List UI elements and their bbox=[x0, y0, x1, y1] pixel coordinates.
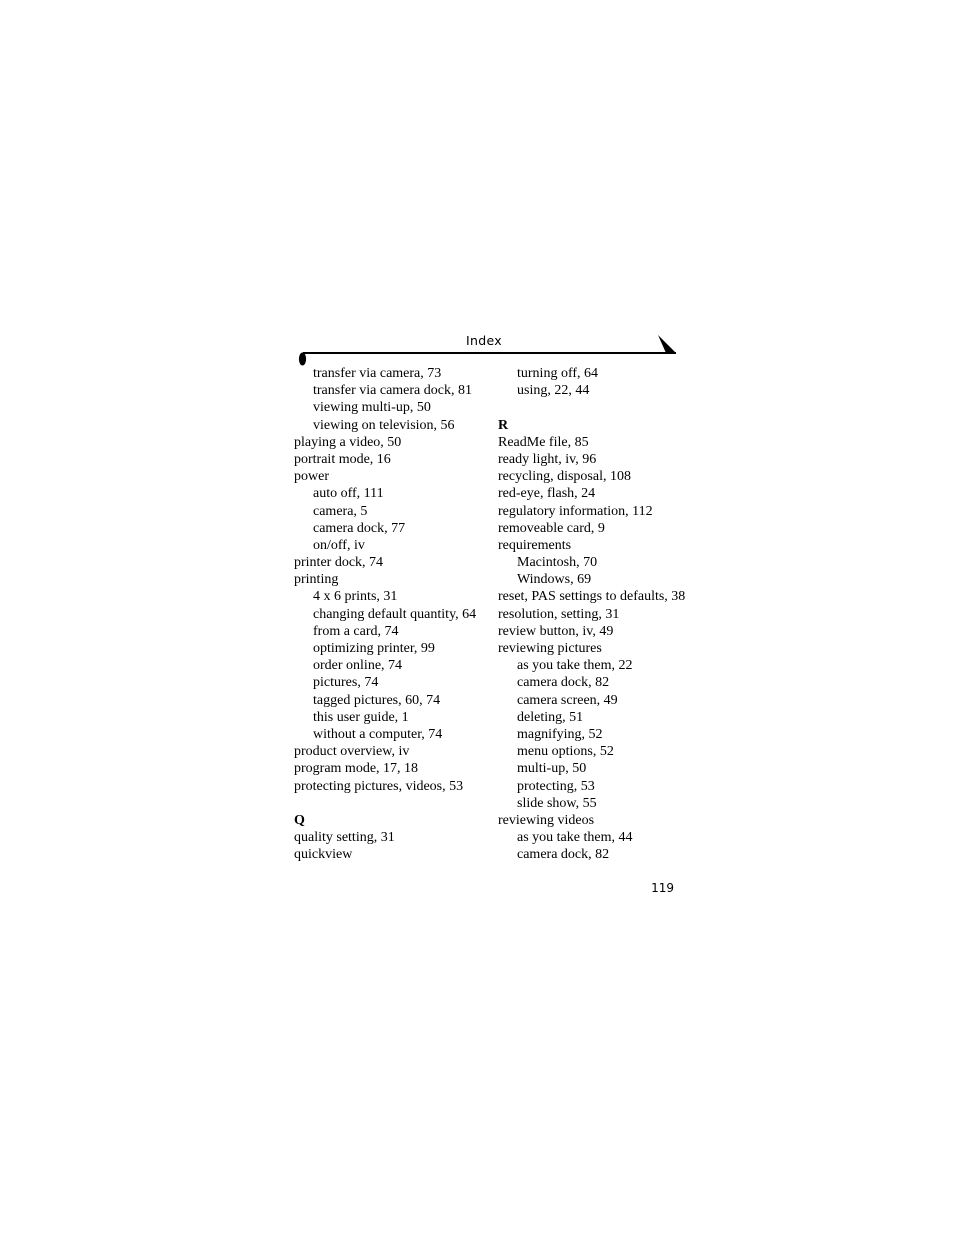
index-subentry: auto off, 111 bbox=[313, 486, 384, 502]
index-subentry: menu options, 52 bbox=[517, 744, 614, 760]
index-subentry: pictures, 74 bbox=[313, 675, 379, 691]
index-entry: reset, PAS settings to defaults, 38 bbox=[498, 589, 686, 605]
index-subentry: Windows, 69 bbox=[517, 572, 592, 588]
index-subentry: order online, 74 bbox=[313, 658, 403, 674]
index-subentry: protecting, 53 bbox=[517, 778, 595, 794]
index-subentry: magnifying, 52 bbox=[517, 726, 603, 742]
index-subentry: changing default quantity, 64 bbox=[313, 606, 477, 622]
index-entry: playing a video, 50 bbox=[294, 434, 402, 450]
index-subentry: slide show, 55 bbox=[517, 795, 597, 811]
page-number: 119 bbox=[651, 881, 674, 895]
index-entry: protecting pictures, videos, 53 bbox=[294, 778, 464, 794]
index-subentry: as you take them, 22 bbox=[517, 658, 633, 674]
index-entry: resolution, setting, 31 bbox=[498, 606, 620, 622]
index-letter-heading: R bbox=[498, 417, 509, 433]
index-subentry: viewing multi-up, 50 bbox=[313, 400, 431, 416]
header-rule bbox=[296, 334, 680, 366]
index-subentry: 4 x 6 prints, 31 bbox=[313, 589, 398, 605]
index-subentry: camera screen, 49 bbox=[517, 692, 618, 708]
index-entry: reviewing videos bbox=[498, 812, 595, 828]
index-subentry: transfer via camera, 73 bbox=[313, 366, 442, 381]
index-subentry: viewing on television, 56 bbox=[313, 417, 455, 433]
index-entry: recycling, disposal, 108 bbox=[498, 469, 631, 485]
index-subentry: Macintosh, 70 bbox=[517, 555, 598, 571]
index-entry: requirements bbox=[498, 537, 572, 553]
index-entry: quickview bbox=[294, 847, 353, 863]
index-entry: quality setting, 31 bbox=[294, 830, 395, 846]
running-header-title: Index bbox=[466, 333, 502, 348]
index-entry: ready light, iv, 96 bbox=[498, 451, 597, 467]
index-subentry: deleting, 51 bbox=[517, 709, 584, 725]
index-subentry: using, 22, 44 bbox=[517, 383, 590, 399]
index-entry: red-eye, flash, 24 bbox=[498, 486, 596, 502]
index-entry: program mode, 17, 18 bbox=[294, 761, 419, 777]
index-subentry: as you take them, 44 bbox=[517, 830, 633, 846]
index-entry: printing bbox=[294, 572, 339, 588]
index-subentry: without a computer, 74 bbox=[313, 726, 443, 742]
index-column-left bbox=[294, 365, 494, 863]
index-subentry: tagged pictures, 60, 74 bbox=[313, 692, 441, 708]
index-subentry: this user guide, 1 bbox=[313, 709, 409, 725]
header-rule-left-cap bbox=[299, 353, 306, 366]
index-entry: power bbox=[294, 469, 329, 485]
index-subentry: camera, 5 bbox=[313, 503, 368, 519]
index-subentry: multi-up, 50 bbox=[517, 761, 587, 777]
index-entry: review button, iv, 49 bbox=[498, 623, 614, 639]
index-subentry: camera dock, 82 bbox=[517, 847, 610, 863]
index-spacer bbox=[498, 399, 698, 416]
index-entry: ReadMe file, 85 bbox=[498, 434, 589, 450]
index-subentry: from a card, 74 bbox=[313, 623, 399, 639]
index-subentry: camera dock, 77 bbox=[313, 520, 406, 536]
index-column-right bbox=[498, 365, 698, 863]
index-entry: product overview, iv bbox=[294, 744, 410, 760]
index-spacer bbox=[294, 795, 494, 812]
index-entry: printer dock, 74 bbox=[294, 555, 384, 571]
header-rule-right-arrow bbox=[658, 335, 676, 353]
index-subentry: transfer via camera dock, 81 bbox=[313, 383, 472, 399]
index-subentry: optimizing printer, 99 bbox=[313, 641, 435, 656]
index-subentry: turning off, 64 bbox=[517, 366, 599, 381]
index-subentry: camera dock, 82 bbox=[517, 675, 610, 691]
index-entry: removeable card, 9 bbox=[498, 520, 605, 536]
index-entry: reviewing pictures bbox=[498, 641, 602, 656]
index-subentry: on/off, iv bbox=[313, 537, 365, 553]
index-entry: regulatory information, 112 bbox=[498, 503, 653, 519]
index-letter-heading: Q bbox=[294, 812, 305, 828]
index-entry: portrait mode, 16 bbox=[294, 451, 391, 467]
